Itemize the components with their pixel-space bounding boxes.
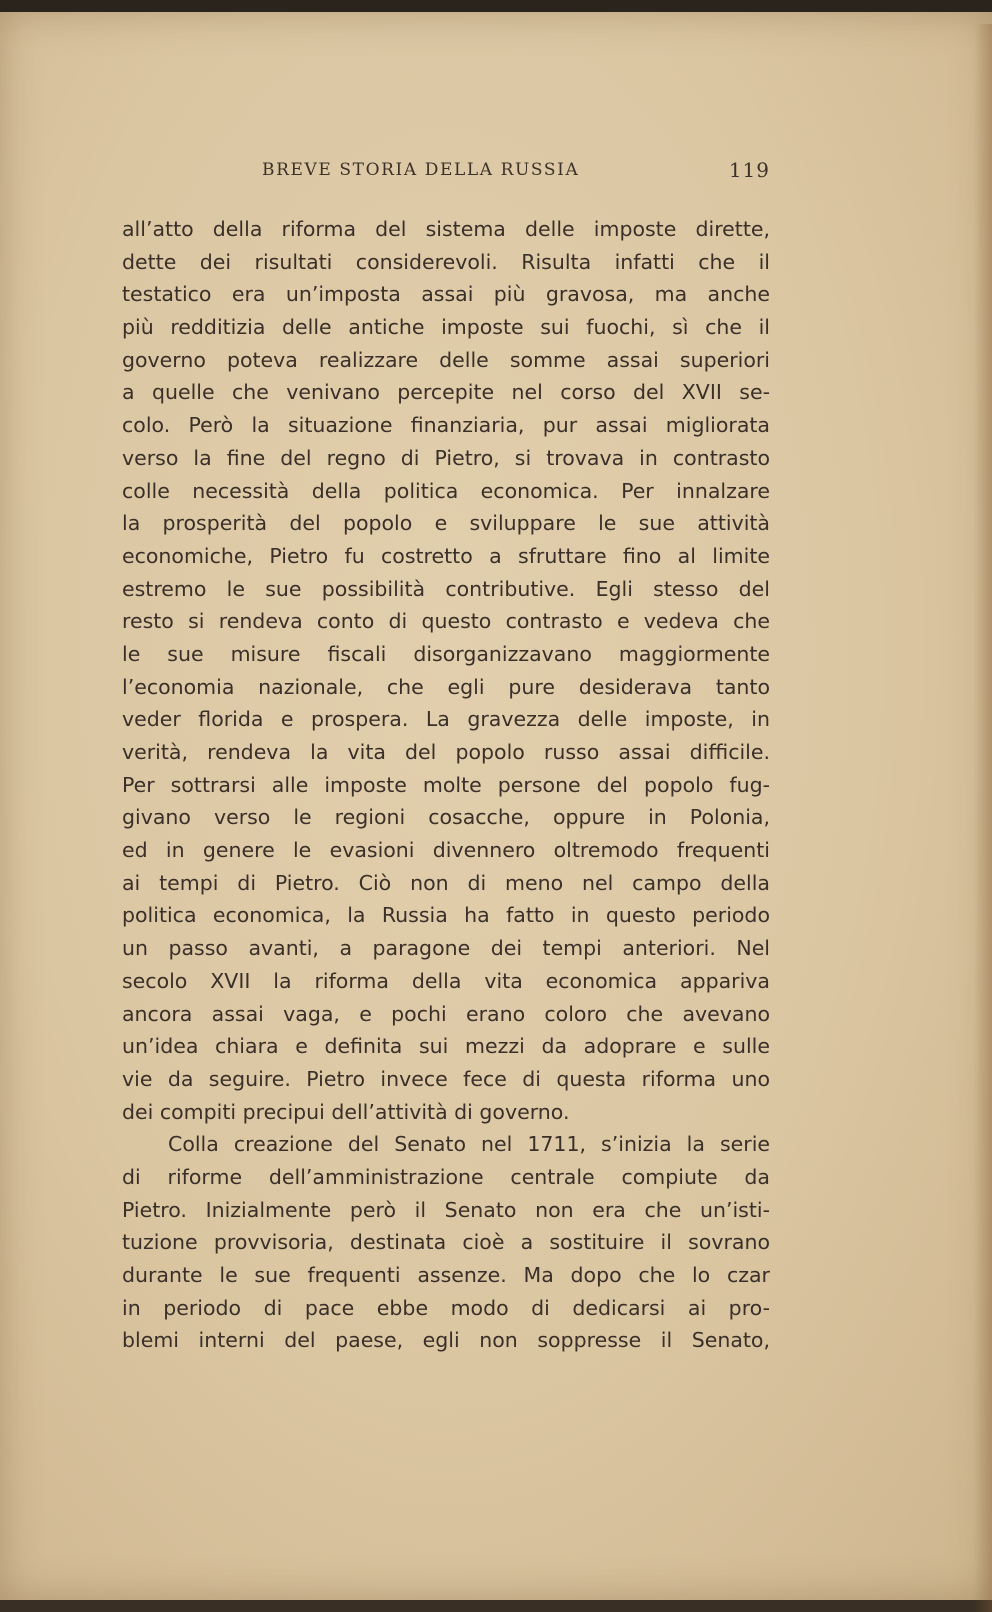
text-line: durante le sue frequenti assenze. Ma dopo che lo czar [122, 1263, 770, 1287]
text-line: ai tempi di Pietro. Ciò non di meno nel campo della [122, 870, 770, 895]
page-top-edge [0, 0, 992, 12]
text-line: ed in genere le evasioni divennero oltremodo frequenti [122, 838, 770, 863]
text-line: le sue misure fiscali disorganizzavano maggiormente [122, 641, 770, 666]
text-line: dette dei risultati considerevoli. Risulta infatti che il [122, 249, 770, 274]
page-header [262, 160, 770, 186]
text-line: in periodo di pace ebbe modo di dedicarsi ai pro- [122, 1295, 770, 1320]
text-line: blemi interni del paese, egli non soppresse il Senato, [122, 1328, 770, 1353]
text-line: colle necessità della politica economica. Per innalzare [122, 478, 770, 503]
text-line: estremo le sue possibilità contributive. Egli stesso del [122, 576, 770, 601]
text-line: Per sottrarsi alle imposte molte persone del popolo fug- [122, 772, 770, 797]
text-line: vie da seguire. Pietro invece fece di questa riforma uno [122, 1066, 770, 1091]
text-line: colo. Però la situazione finanziaria, pur assai migliorata [122, 413, 770, 438]
body-text [122, 213, 770, 1357]
page-right-edge-shadow [974, 24, 992, 1612]
text-line: ancora assai vaga, e pochi erano coloro che avevano [122, 1001, 770, 1026]
text-line: di riforme dell’amministrazione centrale compiute da [122, 1164, 770, 1189]
text-line: governo poteva realizzare delle somme assai superiori [122, 347, 770, 372]
text-line: la prosperità del popolo e sviluppare le sue attività [122, 511, 770, 536]
text-line: testatico era un’imposta assai più gravosa, ma anche [122, 282, 770, 307]
text-line: verità, rendeva la vita del popolo russo assai difficile. [122, 740, 770, 764]
text-line: l’economia nazionale, che egli pure desiderava tanto [122, 674, 770, 699]
text-line: un’idea chiara e definita sui mezzi da adoprare e sulle [122, 1034, 770, 1059]
text-line-paragraph-start: Colla creazione del Senato nel 1711, s’inizia la serie [168, 1132, 770, 1157]
text-line-paragraph-end: dei compiti precipui dell’attività di governo. [122, 1099, 570, 1124]
text-line: verso la fine del regno di Pietro, si trovava in contrasto [122, 445, 770, 470]
text-line: all’atto della riforma del sistema delle imposte dirette, [122, 217, 770, 241]
text-line: resto si rendeva conto di questo contrasto e vedeva che [122, 609, 770, 634]
text-line: secolo XVII la riforma della vita economica appariva [122, 968, 770, 993]
text-line: politica economica, la Russia ha fatto in questo periodo [122, 903, 770, 928]
text-line: un passo avanti, a paragone dei tempi anteriori. Nel [122, 936, 770, 961]
page-number: 119 [728, 158, 770, 182]
text-line: a quelle che venivano percepite nel corso del XVII se- [122, 380, 770, 405]
running-head: BREVE STORIA DELLA RUSSIA [262, 160, 580, 180]
text-line: economiche, Pietro fu costretto a sfruttare fino al limite [122, 543, 770, 568]
text-line: givano verso le regioni cosacche, oppure in Polonia, [122, 805, 770, 830]
text-line: Pietro. Inizialmente però il Senato non era che un’isti- [122, 1197, 770, 1222]
text-line: veder florida e prospera. La gravezza delle imposte, in [122, 707, 770, 732]
text-line: tuzione provvisoria, destinata cioè a sostituire il sovrano [122, 1230, 770, 1255]
text-line: più redditizia delle antiche imposte sui fuochi, sì che il [122, 315, 770, 340]
